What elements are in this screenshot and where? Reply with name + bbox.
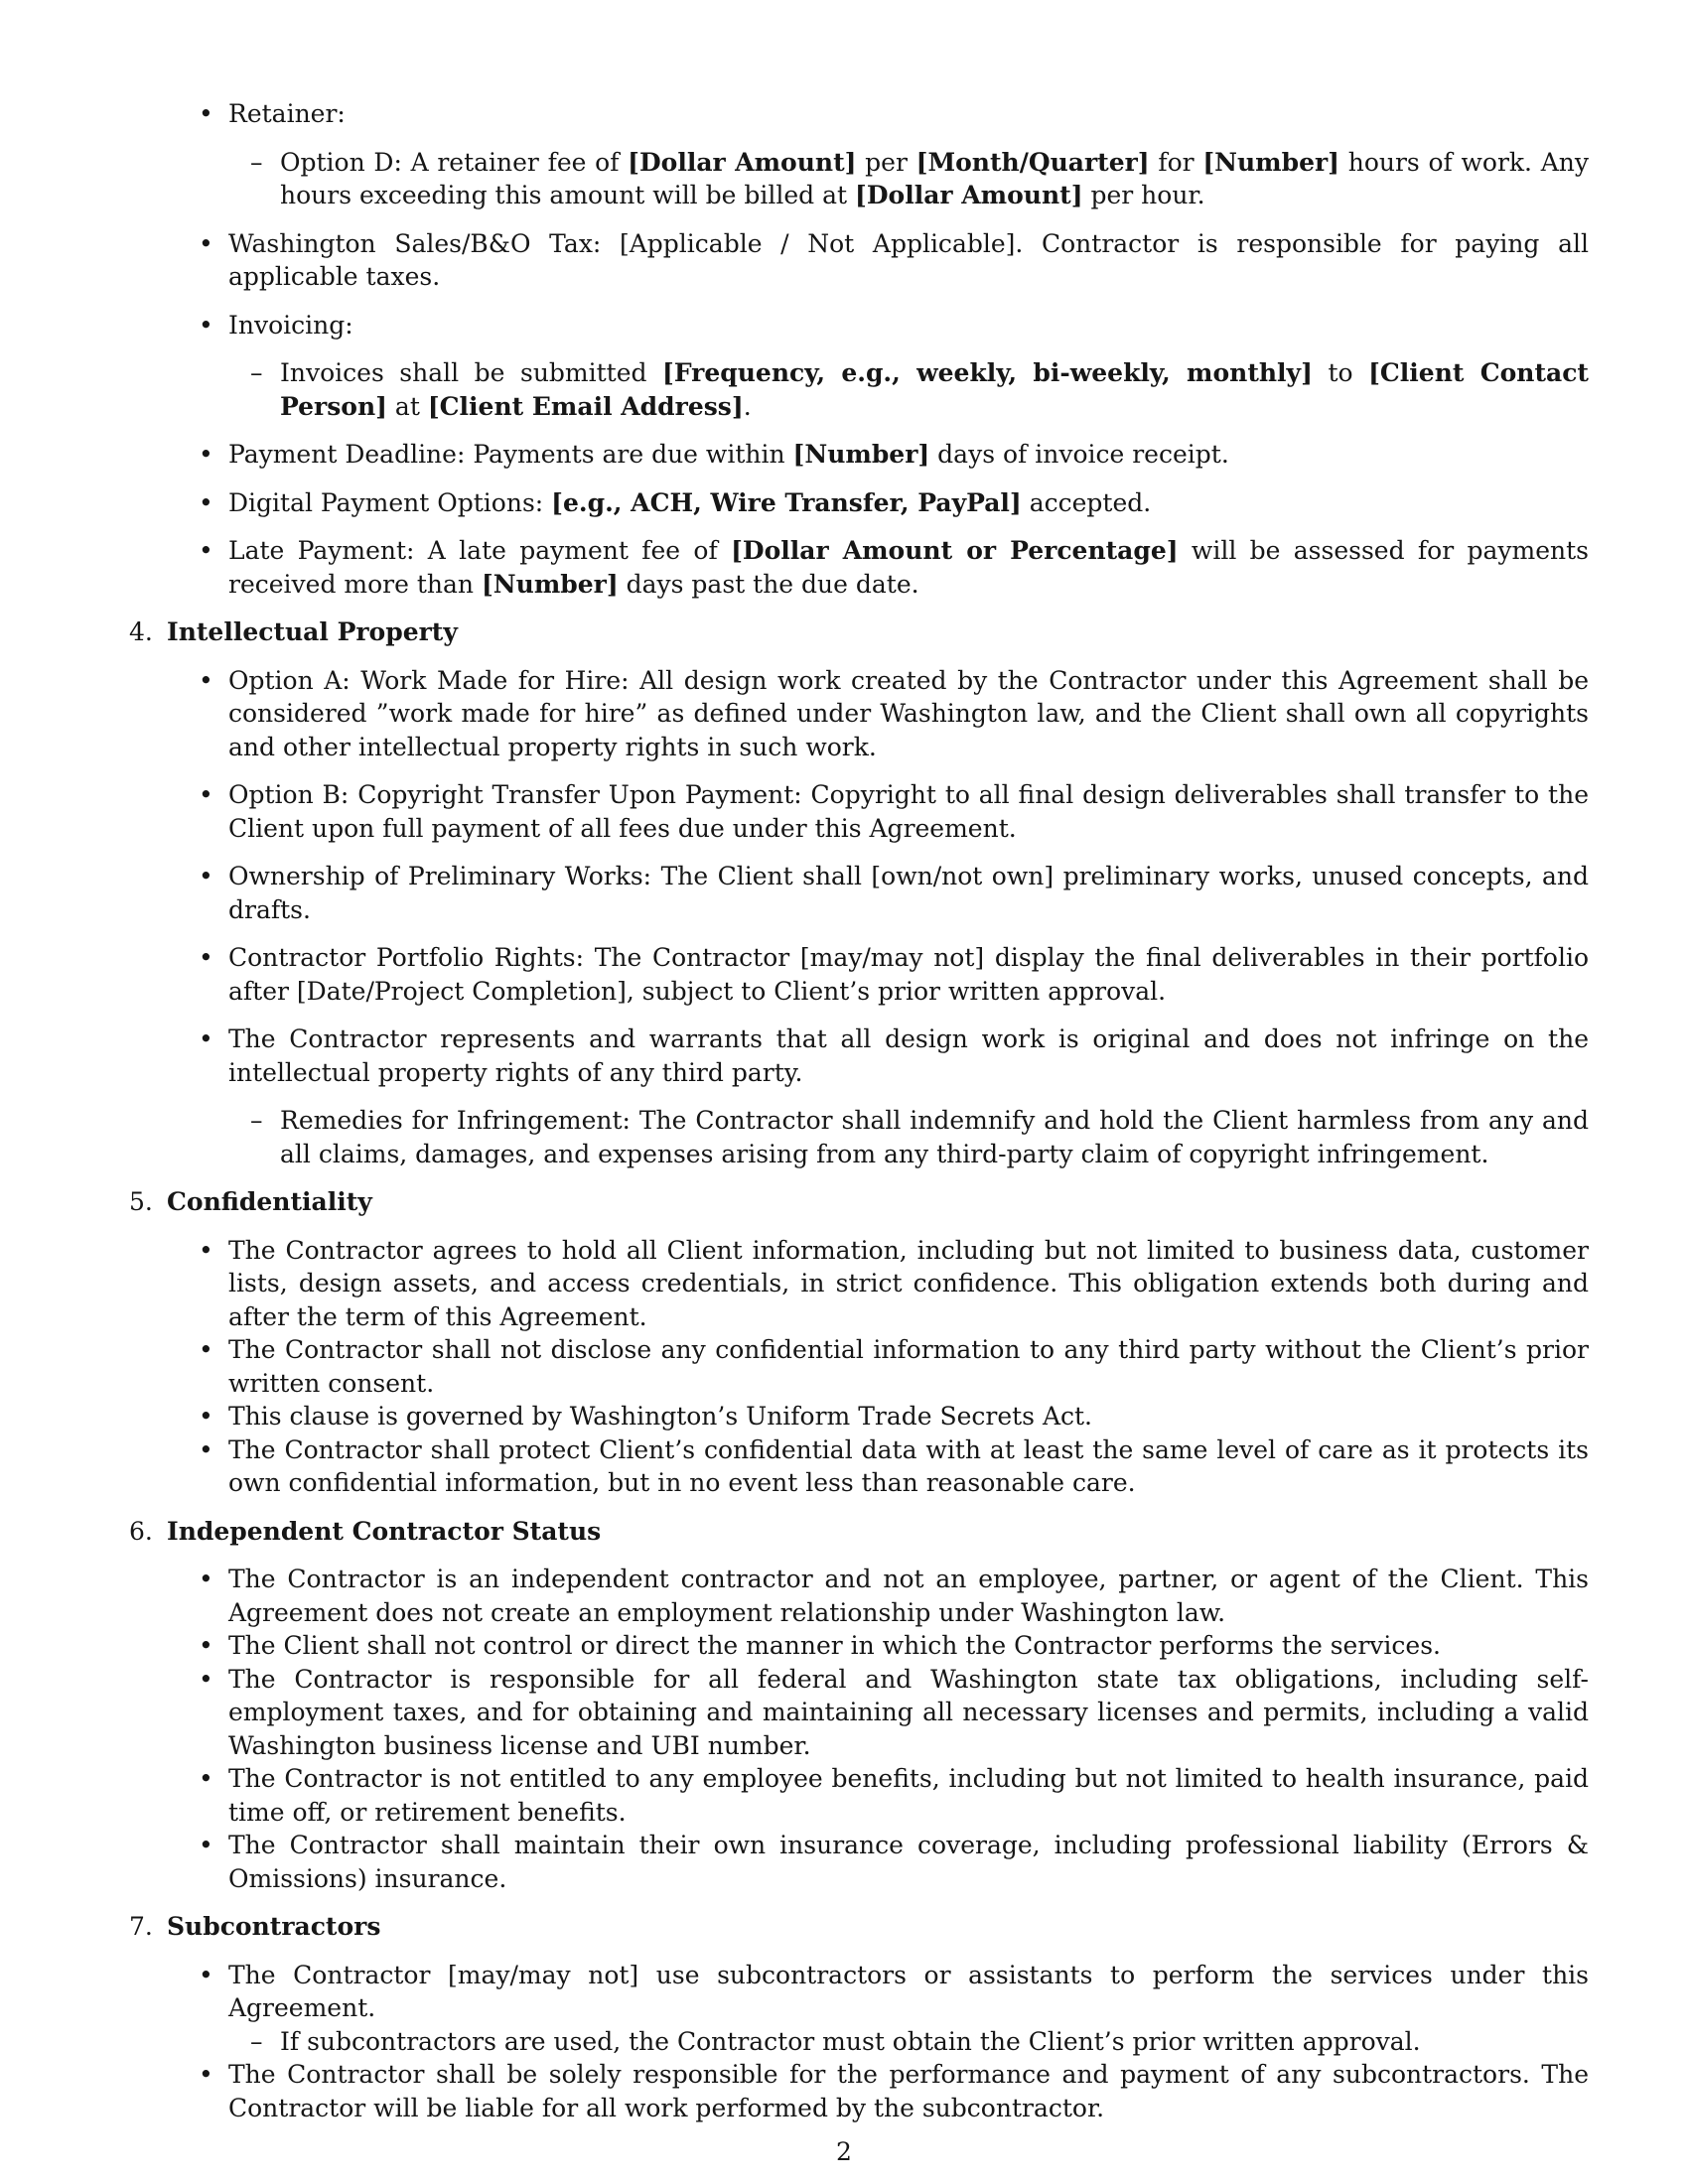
section-title: Confidentiality [167, 1187, 372, 1216]
list-item: • Option B: Copyright Transfer Upon Payment: Copyright to all final design deliverables shall transfer to the Client upon full payment of all fees due under this Agreement. [129, 778, 1589, 845]
section-number: 7. [129, 1912, 153, 1941]
list-item: • The Contractor shall not disclose any confidential information to any third party without the Client’s prior written consent. [129, 1333, 1589, 1400]
section-number: 4. [129, 617, 153, 646]
ip-list [129, 664, 1589, 1171]
list-item-tax: • Washington Sales/B&O Tax: [Applicable / Not Applicable]. Contractor is responsible for paying all applicable taxes. [129, 227, 1589, 294]
list-item: • The Contractor [may/may not] use subcontractors or assistants to perform the services under this Agreement. – If subcontractors are used, the Contractor must obtain the Client’s prior written approval. [129, 1959, 1589, 2059]
list-item: • The Contractor agrees to hold all Client information, including but not limited to business data, customer lists, design assets, and access credentials, in strict confidence. This obligation extends both during and after the term of this Agreement. [129, 1234, 1589, 1334]
page-number: 2 [836, 2137, 852, 2166]
section-title: Independent Contractor Status [167, 1516, 602, 1546]
confidentiality-list [129, 1234, 1589, 1500]
section-intellectual-property [129, 615, 1589, 1170]
independent-contractor-list [129, 1563, 1589, 1895]
section-title: Intellectual Property [167, 617, 458, 646]
list-item-late-payment: • Late Payment: A late payment fee of [Dollar Amount or Percentage] will be assessed for payments received more than [Number] days past the due date. [129, 534, 1589, 601]
list-item: • The Contractor is not entitled to any employee benefits, including but not limited to health insurance, paid time off, or retirement benefits. [129, 1762, 1589, 1829]
list-item-retainer: • Retainer: – Option D: A retainer fee of [Dollar Amount] per [Month/Quarter] for [Number] hours of work. Any hours exceeding this amount will be billed at [Dollar Amount] per hour. [129, 97, 1589, 212]
list-item: • Ownership of Preliminary Works: The Client shall [own/not own] preliminary works, unused concepts, and drafts. [129, 860, 1589, 926]
ip-sublist [228, 1104, 1589, 1170]
list-item: • The Contractor is responsible for all federal and Washington state tax obligations, including self-employment taxes, and for obtaining and maintaining all necessary licenses and permits, including a valid Washington business license and UBI number. [129, 1663, 1589, 1763]
section-number: 6. [129, 1516, 153, 1546]
section-title: Subcontractors [167, 1912, 381, 1941]
document-body [129, 97, 1589, 2139]
list-item-approval: – If subcontractors are used, the Contractor must obtain the Client’s prior written approval. [228, 2025, 1589, 2059]
list-item: • The Contractor shall be solely responsible for the performance and payment of any subcontractors. The Contractor will be liable for all work performed by the subcontractor. [129, 2058, 1589, 2124]
list-item: • The Client shall not control or direct the manner in which the Contractor performs the services. [129, 1629, 1589, 1663]
list-item: • Contractor Portfolio Rights: The Contractor [may/may not] display the final deliverables in their portfolio after [Date/Project Completion], subject to Client’s prior written approval. [129, 941, 1589, 1008]
list-item-digital-payment: • Digital Payment Options: [e.g., ACH, Wire Transfer, PayPal] accepted. [129, 486, 1589, 520]
section-number: 5. [129, 1187, 153, 1216]
list-item-option-d: – Option D: A retainer fee of [Dollar Amount] per [Month/Quarter] for [Number] hours of work. Any hours exceeding this amount will be billed at [Dollar Amount] per hour. [228, 146, 1589, 212]
list-item: • The Contractor shall protect Client’s confidential data with at least the same level of care as it protects its own confidential information, but in no event less than reasonable care. [129, 1433, 1589, 1500]
retainer-sublist [228, 146, 1589, 212]
section-subcontractors [129, 1910, 1589, 2124]
list-item-invoicing: • Invoicing: – Invoices shall be submitted [Frequency, e.g., weekly, bi-weekly, monthly] to [Client Contact Person] at [Client Email Address]. [129, 309, 1589, 424]
list-item: • Option A: Work Made for Hire: All design work created by the Contractor under this Agreement shall be considered ”work made for hire” as defined under Washington law, and the Client shall own all copyrights and other intellectual property rights in such work. [129, 664, 1589, 764]
section-independent-contractor [129, 1515, 1589, 1896]
list-item-invoicing-detail: – Invoices shall be submitted [Frequency, e.g., weekly, bi-weekly, monthly] to [Client Contact Person] at [Client Email Address]. [228, 356, 1589, 423]
section-heading [129, 1515, 1589, 1549]
subcontractors-list [129, 1959, 1589, 2125]
list-item-payment-deadline: • Payment Deadline: Payments are due within [Number] days of invoice receipt. [129, 438, 1589, 472]
list-item: • The Contractor is an independent contractor and not an employee, partner, or agent of the Client. This Agreement does not create an employment relationship under Washington law. [129, 1563, 1589, 1629]
section-confidentiality [129, 1185, 1589, 1500]
list-item: • The Contractor shall maintain their own insurance coverage, including professional liability (Errors & Omissions) insurance. [129, 1829, 1589, 1895]
subcontractors-sublist [228, 2025, 1589, 2059]
list-item: • The Contractor represents and warrants that all design work is original and does not infringe on the intellectual property rights of any third party. – Remedies for Infringement: The Contractor shall indemnify and hold the Client harmless from any and all claims, damages, and expenses arising from any third-party claim of copyright infringement. [129, 1023, 1589, 1170]
section-heading [129, 1910, 1589, 1944]
section-heading [129, 1185, 1589, 1219]
payment-terms-list [129, 97, 1589, 601]
list-item-remedies: – Remedies for Infringement: The Contractor shall indemnify and hold the Client harmless from any and all claims, damages, and expenses arising from any third-party claim of copyright infringement. [228, 1104, 1589, 1170]
invoicing-sublist [228, 356, 1589, 423]
section-heading [129, 615, 1589, 649]
list-item: • This clause is governed by Washington’s Uniform Trade Secrets Act. [129, 1400, 1589, 1433]
